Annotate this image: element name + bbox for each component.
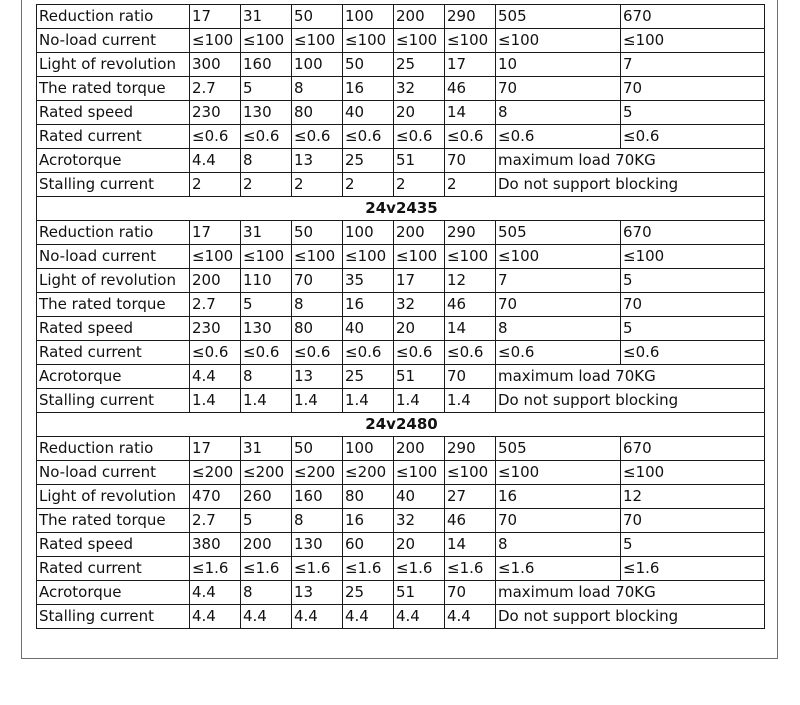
- table-cell: 25: [343, 581, 394, 605]
- table-cell: ≤100: [621, 245, 765, 269]
- table-cell: ≤200: [241, 461, 292, 485]
- row-note: maximum load 70KG: [496, 365, 765, 389]
- table-cell: 5: [621, 533, 765, 557]
- table-cell: 16: [496, 485, 621, 509]
- table-row: [37, 5, 765, 29]
- table-row: [37, 269, 765, 293]
- table-cell: ≤0.6: [241, 125, 292, 149]
- table-cell: ≤0.6: [292, 125, 343, 149]
- table-cell: 100: [343, 437, 394, 461]
- row-label: No-load current: [37, 29, 190, 53]
- table-cell: ≤0.6: [496, 341, 621, 365]
- table-cell: 70: [445, 149, 496, 173]
- table-cell: ≤0.6: [621, 341, 765, 365]
- table-cell: ≤100: [394, 29, 445, 53]
- table-cell: 70: [292, 269, 343, 293]
- table-cell: 2.7: [190, 293, 241, 317]
- table-cell: 17: [445, 53, 496, 77]
- table-cell: ≤100: [445, 461, 496, 485]
- row-label: No-load current: [37, 245, 190, 269]
- table-row: [37, 437, 765, 461]
- table-cell: 100: [343, 5, 394, 29]
- table-row: [37, 293, 765, 317]
- table-cell: 51: [394, 149, 445, 173]
- table-cell: 670: [621, 5, 765, 29]
- table-cell: 31: [241, 437, 292, 461]
- table-cell: 2: [343, 173, 394, 197]
- row-label: Stalling current: [37, 605, 190, 629]
- table-cell: 46: [445, 293, 496, 317]
- row-label: Light of revolution: [37, 485, 190, 509]
- table-cell: ≤1.6: [343, 557, 394, 581]
- table-cell: 70: [621, 77, 765, 101]
- table-row: [37, 221, 765, 245]
- table-cell: ≤0.6: [190, 341, 241, 365]
- table-cell: ≤100: [190, 245, 241, 269]
- table-cell: 8: [241, 581, 292, 605]
- table-row: [37, 317, 765, 341]
- table-cell: ≤100: [241, 245, 292, 269]
- table-cell: 70: [496, 293, 621, 317]
- table-cell: 300: [190, 53, 241, 77]
- table-cell: 17: [190, 437, 241, 461]
- table-cell: 8: [241, 365, 292, 389]
- row-note: maximum load 70KG: [496, 149, 765, 173]
- table-cell: 4.4: [343, 605, 394, 629]
- table-cell: 16: [343, 293, 394, 317]
- table-cell: 50: [343, 53, 394, 77]
- table-cell: 505: [496, 5, 621, 29]
- table-cell: 4.4: [190, 605, 241, 629]
- table-cell: ≤100: [496, 29, 621, 53]
- table-cell: 31: [241, 221, 292, 245]
- table-cell: 2.7: [190, 509, 241, 533]
- table-cell: ≤0.6: [496, 125, 621, 149]
- table-cell: 14: [445, 101, 496, 125]
- table-row: [37, 605, 765, 629]
- table-cell: 70: [496, 77, 621, 101]
- table-cell: 4.4: [394, 605, 445, 629]
- table-cell: 200: [394, 5, 445, 29]
- table-cell: 70: [445, 365, 496, 389]
- table-cell: 70: [621, 509, 765, 533]
- table-cell: 1.4: [445, 389, 496, 413]
- table-cell: 13: [292, 581, 343, 605]
- table-cell: 7: [621, 53, 765, 77]
- table-cell: 260: [241, 485, 292, 509]
- table-cell: 35: [343, 269, 394, 293]
- row-note: Do not support blocking: [496, 389, 765, 413]
- table-cell: 290: [445, 221, 496, 245]
- table-cell: 2: [394, 173, 445, 197]
- table-cell: 31: [241, 5, 292, 29]
- table-cell: 51: [394, 365, 445, 389]
- table-cell: 100: [292, 53, 343, 77]
- row-label: Reduction ratio: [37, 221, 190, 245]
- table-cell: 20: [394, 533, 445, 557]
- table-row: [37, 173, 765, 197]
- table-cell: 51: [394, 581, 445, 605]
- table-cell: 70: [621, 293, 765, 317]
- table-cell: 8: [292, 509, 343, 533]
- row-note: Do not support blocking: [496, 605, 765, 629]
- table-cell: ≤0.6: [292, 341, 343, 365]
- row-label: Light of revolution: [37, 53, 190, 77]
- table-cell: 50: [292, 437, 343, 461]
- row-label: Light of revolution: [37, 269, 190, 293]
- table-cell: 60: [343, 533, 394, 557]
- table-cell: 130: [292, 533, 343, 557]
- table-row: [37, 245, 765, 269]
- table-cell: ≤100: [241, 29, 292, 53]
- table-cell: ≤1.6: [292, 557, 343, 581]
- table-row: [37, 581, 765, 605]
- table-row: [37, 125, 765, 149]
- table-cell: 470: [190, 485, 241, 509]
- table-cell: ≤100: [496, 245, 621, 269]
- table-cell: 200: [394, 437, 445, 461]
- table-cell: 25: [343, 365, 394, 389]
- table-cell: 12: [445, 269, 496, 293]
- table-cell: ≤0.6: [241, 341, 292, 365]
- table-cell: ≤0.6: [445, 125, 496, 149]
- table-cell: 130: [241, 317, 292, 341]
- table-cell: 200: [190, 269, 241, 293]
- table-cell: 505: [496, 437, 621, 461]
- row-label: Acrotorque: [37, 365, 190, 389]
- table-cell: 50: [292, 221, 343, 245]
- table-cell: 4.4: [190, 581, 241, 605]
- table-cell: 16: [343, 509, 394, 533]
- table-cell: 4.4: [292, 605, 343, 629]
- table-cell: 17: [394, 269, 445, 293]
- row-label: The rated torque: [37, 509, 190, 533]
- table-row: [37, 53, 765, 77]
- table-cell: 8: [496, 533, 621, 557]
- table-cell: 32: [394, 77, 445, 101]
- table-cell: ≤0.6: [190, 125, 241, 149]
- table-cell: 8: [241, 149, 292, 173]
- table-cell: ≤100: [496, 461, 621, 485]
- table-cell: ≤0.6: [621, 125, 765, 149]
- table-cell: 5: [241, 509, 292, 533]
- table-cell: 50: [292, 5, 343, 29]
- row-label: Rated speed: [37, 101, 190, 125]
- table-cell: 1.4: [394, 389, 445, 413]
- section-title-row: [37, 197, 765, 221]
- table-row: [37, 389, 765, 413]
- table-cell: 8: [292, 77, 343, 101]
- table-cell: ≤1.6: [621, 557, 765, 581]
- table-cell: 32: [394, 509, 445, 533]
- table-cell: ≤200: [343, 461, 394, 485]
- table-row: [37, 77, 765, 101]
- table-cell: 13: [292, 365, 343, 389]
- table-row: [37, 365, 765, 389]
- table-cell: 8: [496, 101, 621, 125]
- table-cell: 4.4: [190, 365, 241, 389]
- row-note: Do not support blocking: [496, 173, 765, 197]
- table-row: [37, 101, 765, 125]
- table-cell: ≤200: [190, 461, 241, 485]
- row-label: Reduction ratio: [37, 437, 190, 461]
- row-label: Acrotorque: [37, 581, 190, 605]
- table-cell: 12: [621, 485, 765, 509]
- table-cell: ≤0.6: [394, 125, 445, 149]
- table-cell: 14: [445, 533, 496, 557]
- table-cell: 1.4: [343, 389, 394, 413]
- table-cell: 25: [343, 149, 394, 173]
- table-cell: 70: [496, 509, 621, 533]
- table-cell: ≤100: [343, 245, 394, 269]
- table-cell: ≤100: [343, 29, 394, 53]
- table-cell: ≤1.6: [190, 557, 241, 581]
- row-label: Stalling current: [37, 389, 190, 413]
- table-cell: 290: [445, 5, 496, 29]
- table-cell: ≤0.6: [445, 341, 496, 365]
- table-cell: 110: [241, 269, 292, 293]
- table-cell: 8: [292, 293, 343, 317]
- table-cell: 2: [241, 173, 292, 197]
- table-cell: ≤0.6: [343, 125, 394, 149]
- row-label: Reduction ratio: [37, 5, 190, 29]
- table-cell: 27: [445, 485, 496, 509]
- table-cell: ≤1.6: [496, 557, 621, 581]
- table-cell: 20: [394, 101, 445, 125]
- table-cell: 670: [621, 437, 765, 461]
- table-cell: ≤100: [621, 29, 765, 53]
- table-cell: 4.4: [445, 605, 496, 629]
- table-cell: 5: [241, 293, 292, 317]
- table-cell: 8: [496, 317, 621, 341]
- table-cell: 290: [445, 437, 496, 461]
- table-cell: 4.4: [190, 149, 241, 173]
- table-cell: 2: [292, 173, 343, 197]
- row-label: Stalling current: [37, 173, 190, 197]
- section-title-row: [37, 413, 765, 437]
- table-cell: 17: [190, 221, 241, 245]
- table-row: [37, 533, 765, 557]
- table-row: [37, 485, 765, 509]
- row-label: The rated torque: [37, 293, 190, 317]
- row-label: The rated torque: [37, 77, 190, 101]
- table-cell: 1.4: [190, 389, 241, 413]
- row-note: maximum load 70KG: [496, 581, 765, 605]
- table-cell: 5: [621, 317, 765, 341]
- table-cell: 670: [621, 221, 765, 245]
- table-cell: 46: [445, 77, 496, 101]
- table-cell: ≤1.6: [445, 557, 496, 581]
- table-cell: 80: [292, 317, 343, 341]
- table-cell: 40: [343, 101, 394, 125]
- table-cell: 4.4: [241, 605, 292, 629]
- table-cell: 10: [496, 53, 621, 77]
- table-cell: 200: [241, 533, 292, 557]
- table-cell: 2: [190, 173, 241, 197]
- row-label: Rated speed: [37, 533, 190, 557]
- table-cell: 1.4: [292, 389, 343, 413]
- table-cell: 2.7: [190, 77, 241, 101]
- row-label: Rated current: [37, 125, 190, 149]
- table-cell: ≤100: [292, 245, 343, 269]
- table-cell: ≤200: [292, 461, 343, 485]
- row-label: No-load current: [37, 461, 190, 485]
- table-cell: 1.4: [241, 389, 292, 413]
- table-cell: 380: [190, 533, 241, 557]
- table-cell: 80: [292, 101, 343, 125]
- table-cell: 5: [621, 269, 765, 293]
- table-cell: ≤100: [394, 461, 445, 485]
- table-cell: 230: [190, 101, 241, 125]
- table-cell: 160: [292, 485, 343, 509]
- table-cell: 40: [394, 485, 445, 509]
- table-cell: 70: [445, 581, 496, 605]
- motor-spec-table: [36, 4, 765, 629]
- table-cell: 80: [343, 485, 394, 509]
- row-label: Acrotorque: [37, 149, 190, 173]
- table-cell: 5: [241, 77, 292, 101]
- table-cell: 40: [343, 317, 394, 341]
- table-cell: ≤100: [445, 29, 496, 53]
- table-cell: ≤100: [621, 461, 765, 485]
- row-label: Rated current: [37, 557, 190, 581]
- table-cell: 13: [292, 149, 343, 173]
- row-label: Rated current: [37, 341, 190, 365]
- table-cell: 160: [241, 53, 292, 77]
- table-cell: 100: [343, 221, 394, 245]
- table-cell: 17: [190, 5, 241, 29]
- table-cell: 25: [394, 53, 445, 77]
- table-row: [37, 557, 765, 581]
- table-cell: 20: [394, 317, 445, 341]
- table-cell: 2: [445, 173, 496, 197]
- table-cell: ≤100: [292, 29, 343, 53]
- table-row: [37, 29, 765, 53]
- table-cell: 230: [190, 317, 241, 341]
- table-cell: 130: [241, 101, 292, 125]
- section-title: 24v2435: [37, 197, 765, 221]
- table-cell: ≤1.6: [241, 557, 292, 581]
- table-row: [37, 341, 765, 365]
- table-cell: 46: [445, 509, 496, 533]
- table-cell: ≤0.6: [343, 341, 394, 365]
- table-row: [37, 149, 765, 173]
- table-cell: 200: [394, 221, 445, 245]
- table-cell: 16: [343, 77, 394, 101]
- table-row: [37, 461, 765, 485]
- table-cell: 7: [496, 269, 621, 293]
- table-row: [37, 509, 765, 533]
- table-cell: 32: [394, 293, 445, 317]
- table-cell: ≤0.6: [394, 341, 445, 365]
- table-cell: ≤1.6: [394, 557, 445, 581]
- table-cell: ≤100: [190, 29, 241, 53]
- row-label: Rated speed: [37, 317, 190, 341]
- table-cell: ≤100: [394, 245, 445, 269]
- table-cell: 5: [621, 101, 765, 125]
- section-title: 24v2480: [37, 413, 765, 437]
- table-cell: 505: [496, 221, 621, 245]
- table-cell: 14: [445, 317, 496, 341]
- table-cell: ≤100: [445, 245, 496, 269]
